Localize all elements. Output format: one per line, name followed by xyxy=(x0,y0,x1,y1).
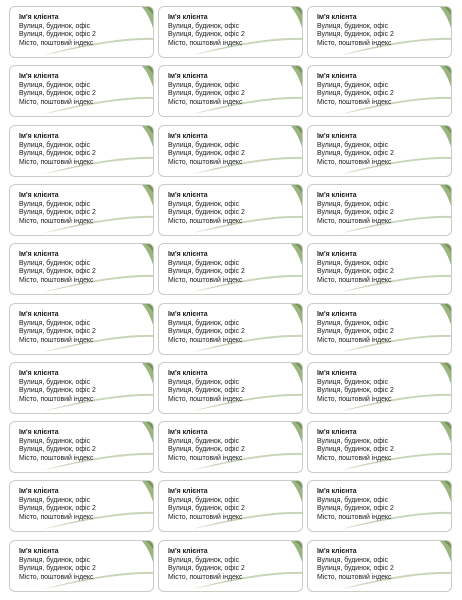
client-name: Ім'я клієнта xyxy=(317,192,357,199)
client-name: Ім'я клієнта xyxy=(317,311,357,318)
client-name: Ім'я клієнта xyxy=(168,488,208,495)
address-line-2: Вулиця, будинок, офіс 2 xyxy=(19,268,96,276)
address-label[interactable] xyxy=(307,480,452,532)
client-name: Ім'я клієнта xyxy=(168,311,208,318)
address-label[interactable] xyxy=(158,65,303,117)
address-line-1: Вулиця, будинок, офіс xyxy=(19,437,91,445)
address-line-2: Вулиця, будинок, офіс 2 xyxy=(168,446,245,454)
client-name: Ім'я клієнта xyxy=(168,429,208,436)
client-name: Ім'я клієнта xyxy=(19,251,59,258)
address-label[interactable] xyxy=(158,243,303,295)
client-name: Ім'я клієнта xyxy=(317,14,357,21)
address-line-1: Вулиця, будинок, офіс xyxy=(19,556,91,564)
client-name: Ім'я клієнта xyxy=(168,133,208,140)
client-name: Ім'я клієнта xyxy=(317,251,357,258)
address-line-1: Вулиця, будинок, офіс xyxy=(19,378,91,386)
client-name: Ім'я клієнта xyxy=(168,192,208,199)
city-postcode: Місто, поштовий індекс xyxy=(317,98,392,106)
address-line-2: Вулиця, будинок, офіс 2 xyxy=(19,387,96,395)
city-postcode: Місто, поштовий індекс xyxy=(168,573,243,581)
city-postcode: Місто, поштовий індекс xyxy=(19,158,94,166)
address-line-2: Вулиця, будинок, офіс 2 xyxy=(317,328,394,336)
address-label[interactable] xyxy=(9,65,154,117)
address-line-2: Вулиця, будинок, офіс 2 xyxy=(19,328,96,336)
label-text-block xyxy=(168,73,245,107)
address-line-1: Вулиця, будинок, офіс xyxy=(317,22,389,30)
client-name: Ім'я клієнта xyxy=(317,370,357,377)
address-label[interactable] xyxy=(307,303,452,355)
label-text-block xyxy=(317,311,394,345)
label-text-block xyxy=(168,192,245,226)
address-line-2: Вулиця, будинок, офіс 2 xyxy=(19,565,96,573)
address-label[interactable] xyxy=(9,421,154,473)
address-line-2: Вулиця, будинок, офіс 2 xyxy=(317,505,394,513)
address-label[interactable] xyxy=(307,540,452,592)
city-postcode: Місто, поштовий індекс xyxy=(19,217,94,225)
client-name: Ім'я клієнта xyxy=(317,429,357,436)
address-label[interactable] xyxy=(158,184,303,236)
address-label[interactable] xyxy=(307,125,452,177)
city-postcode: Місто, поштовий індекс xyxy=(19,513,94,521)
address-line-2: Вулиця, будинок, офіс 2 xyxy=(168,328,245,336)
address-line-2: Вулиця, будинок, офіс 2 xyxy=(168,565,245,573)
label-text-block xyxy=(317,192,394,226)
address-line-2: Вулиця, будинок, офіс 2 xyxy=(168,505,245,513)
address-label[interactable] xyxy=(158,125,303,177)
client-name: Ім'я клієнта xyxy=(19,429,59,436)
address-line-1: Вулиця, будинок, офіс xyxy=(19,319,91,327)
address-line-2: Вулиця, будинок, офіс 2 xyxy=(19,209,96,217)
address-label[interactable] xyxy=(9,540,154,592)
label-text-block xyxy=(317,73,394,107)
address-line-1: Вулиця, будинок, офіс xyxy=(317,496,389,504)
address-line-1: Вулиця, будинок, офіс xyxy=(168,200,240,208)
address-line-2: Вулиця, будинок, офіс 2 xyxy=(317,446,394,454)
client-name: Ім'я клієнта xyxy=(19,311,59,318)
address-line-1: Вулиця, будинок, офіс xyxy=(168,81,240,89)
address-label[interactable] xyxy=(9,480,154,532)
city-postcode: Місто, поштовий індекс xyxy=(19,573,94,581)
label-text-block xyxy=(317,370,394,404)
address-label[interactable] xyxy=(158,480,303,532)
client-name: Ім'я клієнта xyxy=(317,73,357,80)
city-postcode: Місто, поштовий індекс xyxy=(168,513,243,521)
address-line-1: Вулиця, будинок, офіс xyxy=(168,496,240,504)
address-line-1: Вулиця, будинок, офіс xyxy=(168,556,240,564)
address-line-2: Вулиця, будинок, офіс 2 xyxy=(168,268,245,276)
address-line-2: Вулиця, будинок, офіс 2 xyxy=(317,31,394,39)
address-label[interactable] xyxy=(158,362,303,414)
address-line-2: Вулиця, будинок, офіс 2 xyxy=(19,31,96,39)
address-line-2: Вулиця, будинок, офіс 2 xyxy=(317,150,394,158)
address-line-1: Вулиця, будинок, офіс xyxy=(168,319,240,327)
address-line-1: Вулиця, будинок, офіс xyxy=(317,141,389,149)
client-name: Ім'я клієнта xyxy=(19,370,59,377)
label-text-block xyxy=(168,133,245,167)
address-label[interactable] xyxy=(307,421,452,473)
address-line-1: Вулиця, будинок, офіс xyxy=(19,81,91,89)
client-name: Ім'я клієнта xyxy=(168,548,208,555)
address-line-2: Вулиця, будинок, офіс 2 xyxy=(317,209,394,217)
address-line-1: Вулиця, будинок, офіс xyxy=(168,378,240,386)
label-text-block xyxy=(19,311,96,345)
city-postcode: Місто, поштовий індекс xyxy=(19,454,94,462)
label-text-block xyxy=(19,192,96,226)
client-name: Ім'я клієнта xyxy=(168,14,208,21)
address-line-2: Вулиця, будинок, офіс 2 xyxy=(168,209,245,217)
address-line-2: Вулиця, будинок, офіс 2 xyxy=(168,387,245,395)
city-postcode: Місто, поштовий індекс xyxy=(317,158,392,166)
city-postcode: Місто, поштовий індекс xyxy=(19,395,94,403)
address-label[interactable] xyxy=(158,6,303,58)
city-postcode: Місто, поштовий індекс xyxy=(168,158,243,166)
address-line-1: Вулиця, будинок, офіс xyxy=(317,259,389,267)
client-name: Ім'я клієнта xyxy=(19,488,59,495)
address-line-1: Вулиця, будинок, офіс xyxy=(168,22,240,30)
client-name: Ім'я клієнта xyxy=(19,548,59,555)
address-line-2: Вулиця, будинок, офіс 2 xyxy=(317,90,394,98)
city-postcode: Місто, поштовий індекс xyxy=(317,39,392,47)
city-postcode: Місто, поштовий індекс xyxy=(317,276,392,284)
address-line-1: Вулиця, будинок, офіс xyxy=(168,141,240,149)
address-label[interactable] xyxy=(9,184,154,236)
address-label[interactable] xyxy=(158,421,303,473)
address-line-1: Вулиця, будинок, офіс xyxy=(19,141,91,149)
city-postcode: Місто, поштовий індекс xyxy=(317,454,392,462)
client-name: Ім'я клієнта xyxy=(19,73,59,80)
address-label[interactable] xyxy=(9,362,154,414)
address-label[interactable] xyxy=(9,243,154,295)
client-name: Ім'я клієнта xyxy=(317,133,357,140)
address-label[interactable] xyxy=(158,303,303,355)
address-line-2: Вулиця, будинок, офіс 2 xyxy=(19,446,96,454)
city-postcode: Місто, поштовий індекс xyxy=(168,39,243,47)
label-text-block xyxy=(317,548,394,582)
address-label[interactable] xyxy=(307,65,452,117)
address-label[interactable] xyxy=(9,303,154,355)
address-line-1: Вулиця, будинок, офіс xyxy=(317,556,389,564)
city-postcode: Місто, поштовий індекс xyxy=(168,98,243,106)
city-postcode: Місто, поштовий індекс xyxy=(19,336,94,344)
label-text-block xyxy=(317,14,394,48)
label-text-block xyxy=(19,251,96,285)
address-line-2: Вулиця, будинок, офіс 2 xyxy=(168,31,245,39)
address-label[interactable] xyxy=(307,6,452,58)
address-line-2: Вулиця, будинок, офіс 2 xyxy=(317,387,394,395)
label-text-block xyxy=(19,73,96,107)
client-name: Ім'я клієнта xyxy=(317,488,357,495)
label-text-block xyxy=(168,429,245,463)
city-postcode: Місто, поштовий індекс xyxy=(317,217,392,225)
label-text-block xyxy=(168,14,245,48)
address-line-1: Вулиця, будинок, офіс xyxy=(317,378,389,386)
label-text-block xyxy=(168,311,245,345)
city-postcode: Місто, поштовий індекс xyxy=(317,513,392,521)
city-postcode: Місто, поштовий індекс xyxy=(168,217,243,225)
client-name: Ім'я клієнта xyxy=(19,192,59,199)
label-text-block xyxy=(19,14,96,48)
client-name: Ім'я клієнта xyxy=(317,548,357,555)
address-line-2: Вулиця, будинок, офіс 2 xyxy=(19,505,96,513)
address-line-1: Вулиця, будинок, офіс xyxy=(317,319,389,327)
address-line-1: Вулиця, будинок, офіс xyxy=(19,259,91,267)
label-text-block xyxy=(19,370,96,404)
label-text-block xyxy=(19,548,96,582)
label-text-block xyxy=(317,133,394,167)
city-postcode: Місто, поштовий індекс xyxy=(168,395,243,403)
address-line-1: Вулиця, будинок, офіс xyxy=(317,200,389,208)
city-postcode: Місто, поштовий індекс xyxy=(19,39,94,47)
address-line-2: Вулиця, будинок, офіс 2 xyxy=(168,90,245,98)
city-postcode: Місто, поштовий індекс xyxy=(19,276,94,284)
address-line-2: Вулиця, будинок, офіс 2 xyxy=(317,268,394,276)
label-text-block xyxy=(317,429,394,463)
city-postcode: Місто, поштовий індекс xyxy=(168,336,243,344)
address-label[interactable] xyxy=(307,362,452,414)
address-line-2: Вулиця, будинок, офіс 2 xyxy=(317,565,394,573)
city-postcode: Місто, поштовий індекс xyxy=(317,395,392,403)
city-postcode: Місто, поштовий індекс xyxy=(317,573,392,581)
label-text-block xyxy=(317,488,394,522)
label-text-block xyxy=(168,370,245,404)
address-line-1: Вулиця, будинок, офіс xyxy=(168,437,240,445)
city-postcode: Місто, поштовий індекс xyxy=(168,276,243,284)
address-line-2: Вулиця, будинок, офіс 2 xyxy=(168,150,245,158)
city-postcode: Місто, поштовий індекс xyxy=(317,336,392,344)
address-label[interactable] xyxy=(9,6,154,58)
address-line-2: Вулиця, будинок, офіс 2 xyxy=(19,90,96,98)
client-name: Ім'я клієнта xyxy=(19,14,59,21)
label-text-block xyxy=(168,488,245,522)
client-name: Ім'я клієнта xyxy=(168,251,208,258)
city-postcode: Місто, поштовий індекс xyxy=(19,98,94,106)
city-postcode: Місто, поштовий індекс xyxy=(168,454,243,462)
label-text-block xyxy=(19,488,96,522)
address-line-1: Вулиця, будинок, офіс xyxy=(19,200,91,208)
address-label[interactable] xyxy=(9,125,154,177)
address-label[interactable] xyxy=(307,184,452,236)
address-line-1: Вулиця, будинок, офіс xyxy=(168,259,240,267)
label-text-block xyxy=(19,133,96,167)
client-name: Ім'я клієнта xyxy=(19,133,59,140)
address-label[interactable] xyxy=(307,243,452,295)
address-line-1: Вулиця, будинок, офіс xyxy=(19,496,91,504)
address-line-1: Вулиця, будинок, офіс xyxy=(317,437,389,445)
address-label[interactable] xyxy=(158,540,303,592)
client-name: Ім'я клієнта xyxy=(168,370,208,377)
address-line-2: Вулиця, будинок, офіс 2 xyxy=(19,150,96,158)
label-text-block xyxy=(168,548,245,582)
address-line-1: Вулиця, будинок, офіс xyxy=(19,22,91,30)
client-name: Ім'я клієнта xyxy=(168,73,208,80)
label-text-block xyxy=(19,429,96,463)
label-text-block xyxy=(317,251,394,285)
address-line-1: Вулиця, будинок, офіс xyxy=(317,81,389,89)
label-text-block xyxy=(168,251,245,285)
